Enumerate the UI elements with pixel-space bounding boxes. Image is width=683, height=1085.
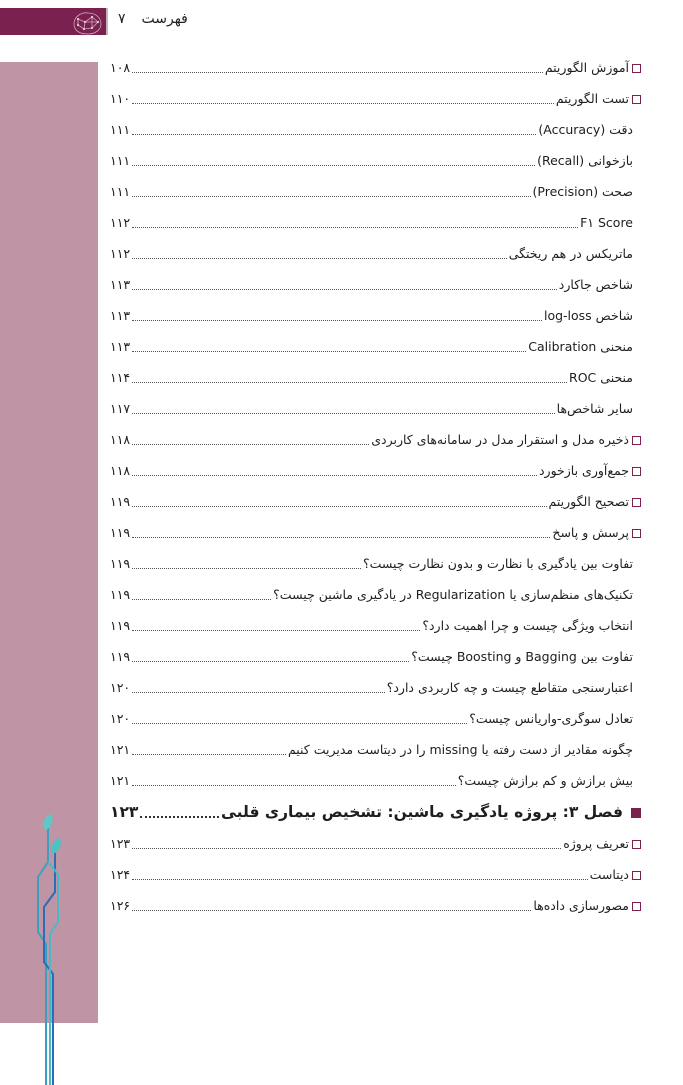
header-divider xyxy=(106,8,108,35)
toc-entry[interactable] xyxy=(110,430,641,450)
toc-entry[interactable] xyxy=(110,275,641,295)
toc-entry-title: اعتبارسنجی متقاطع چیست و چه کاربردی دارد؟ xyxy=(386,680,633,695)
toc-entry-page: ۱۲۰ xyxy=(110,680,131,695)
toc-entry[interactable] xyxy=(110,834,641,854)
bullet-square-icon xyxy=(632,902,641,911)
toc-entry[interactable] xyxy=(110,368,641,388)
toc-entry-title: منحنی Calibration xyxy=(528,339,633,354)
dot-leader xyxy=(132,320,542,321)
toc-entry-title: تعریف پروژه xyxy=(563,836,629,851)
toc-entry-page: ۱۱۱ xyxy=(110,153,131,168)
brain-network-icon xyxy=(70,10,104,36)
dot-leader xyxy=(132,351,526,352)
dot-leader xyxy=(132,506,546,507)
toc-entry-title: تعادل سوگری-واریانس چیست؟ xyxy=(469,711,633,726)
dot-leader xyxy=(132,227,578,228)
toc-entry[interactable] xyxy=(110,461,641,481)
circuit-decoration-icon xyxy=(28,812,78,1085)
toc-entry-page: ۱۱۹ xyxy=(110,587,131,602)
toc-entry[interactable] xyxy=(110,399,641,419)
header-title: فهرست xyxy=(141,11,188,27)
toc-entry[interactable] xyxy=(110,523,641,543)
toc-entry-title: انتخاب ویژگی چیست و چرا اهمیت دارد؟ xyxy=(422,618,633,633)
dot-leader xyxy=(132,692,385,693)
toc-entry[interactable] xyxy=(110,740,641,760)
dot-leader xyxy=(132,413,554,414)
dot-leader xyxy=(132,754,286,755)
toc-entry-page: ۱۱۲ xyxy=(110,215,131,230)
toc-entry-title: بیش برازش و کم برازش چیست؟ xyxy=(457,773,633,788)
bullet-square-icon xyxy=(632,436,641,445)
toc-entry-title: پرسش و پاسخ xyxy=(552,525,629,540)
dot-leader xyxy=(132,103,554,104)
side-panel xyxy=(0,62,98,1023)
running-header xyxy=(118,8,188,30)
dot-leader xyxy=(132,258,507,259)
toc-entry-title: تصحیح الگوریتم xyxy=(548,494,629,509)
toc-entry[interactable] xyxy=(110,58,641,78)
toc-entry[interactable] xyxy=(110,120,641,140)
toc-entry[interactable] xyxy=(110,771,641,791)
header-page-number: ۷ xyxy=(118,11,126,27)
toc-entry-page: ۱۱۳ xyxy=(110,339,131,354)
toc-entry-page: ۱۱۳ xyxy=(110,308,131,323)
toc-entry-page: ۱۲۳ xyxy=(110,803,139,821)
toc-entry-title: چگونه مقادیر از دست رفته یا missing را در دیتاست مدیریت کنیم xyxy=(287,742,633,757)
toc-entry-page: ۱۲۱ xyxy=(110,773,131,788)
toc-entry-page: ۱۲۶ xyxy=(110,898,131,913)
bullet-square-icon xyxy=(632,467,641,476)
dot-leader xyxy=(132,475,537,476)
toc-entry-title: بازخوانی (Recall) xyxy=(537,153,633,168)
toc-entry[interactable] xyxy=(110,306,641,326)
dot-leader xyxy=(132,661,409,662)
toc-entry[interactable] xyxy=(110,89,641,109)
toc-entry-title: ماتریکس در هم ریختگی xyxy=(508,246,633,261)
toc-entry-title: تست الگوریتم xyxy=(555,91,629,106)
toc-entry[interactable] xyxy=(110,678,641,698)
toc-entry-page: ۱۱۱ xyxy=(110,122,131,137)
toc-entry-page: ۱۱۸ xyxy=(110,432,131,447)
toc-entry-title: مصورسازی داده‌ها xyxy=(533,898,629,913)
dot-leader xyxy=(140,816,219,818)
dot-leader xyxy=(132,196,530,197)
toc-entry-title: دقت (Accuracy) xyxy=(538,122,633,137)
toc-entry[interactable] xyxy=(110,151,641,171)
dot-leader xyxy=(132,848,561,849)
bullet-square-icon xyxy=(632,64,641,73)
toc-entry-page: ۱۱۲ xyxy=(110,246,131,261)
dot-leader xyxy=(132,723,467,724)
dot-leader xyxy=(132,568,361,569)
toc-entry[interactable] xyxy=(110,554,641,574)
toc-entry-page: ۱۱۷ xyxy=(110,401,131,416)
dot-leader xyxy=(132,134,536,135)
toc-entry[interactable] xyxy=(110,616,641,636)
toc-entry[interactable] xyxy=(110,337,641,357)
toc-entry[interactable] xyxy=(110,585,641,605)
dot-leader xyxy=(132,289,557,290)
toc-entry-page: ۱۲۱ xyxy=(110,742,131,757)
toc-entry[interactable] xyxy=(110,865,641,885)
toc-entry-page: ۱۱۴ xyxy=(110,370,131,385)
dot-leader xyxy=(132,910,531,911)
dot-leader xyxy=(132,537,550,538)
toc-chapter-entry[interactable] xyxy=(110,800,641,824)
dot-leader xyxy=(132,879,587,880)
bullet-square-icon xyxy=(632,871,641,880)
toc-entry[interactable] xyxy=(110,896,641,916)
toc-entry-page: ۱۱۹ xyxy=(110,556,131,571)
dot-leader xyxy=(132,72,543,73)
toc-entry-page: ۱۱۳ xyxy=(110,277,131,292)
toc-entry-page: ۱۱۹ xyxy=(110,618,131,633)
bullet-square-icon xyxy=(632,529,641,538)
toc-entry-title: منحنی ROC xyxy=(569,370,633,385)
dot-leader xyxy=(132,444,369,445)
bullet-square-icon xyxy=(632,498,641,507)
toc-entry-title: آموزش الگوریتم xyxy=(544,60,629,75)
toc-entry-page: ۱۲۳ xyxy=(110,836,131,851)
toc-entry-page: ۱۲۴ xyxy=(110,867,131,882)
toc-entry-title: جمع‌آوری بازخورد xyxy=(538,463,629,478)
toc-entry-page: ۱۱۰ xyxy=(110,91,131,106)
dot-leader xyxy=(132,599,271,600)
header-band xyxy=(0,8,106,35)
toc-entry[interactable] xyxy=(110,213,641,233)
toc-entry-title: دیتاست xyxy=(589,867,629,882)
toc-entry-page: ۱۱۱ xyxy=(110,184,131,199)
toc-entry-title: سایر شاخص‌ها xyxy=(556,401,633,416)
toc-entry-title: شاخص جاکارد xyxy=(558,277,633,292)
toc-entry-page: ۱۱۸ xyxy=(110,463,131,478)
toc-entry-page: ۱۱۹ xyxy=(110,649,131,664)
toc-entry-title: F۱ Score xyxy=(580,215,633,230)
toc-entry[interactable] xyxy=(110,492,641,512)
dot-leader xyxy=(132,382,567,383)
toc-entry-title: تکنیک‌های منظم‌سازی یا Regularization در یادگیری ماشین چیست؟ xyxy=(273,587,633,602)
toc-entry-title: ذخیره مدل و استقرار مدل در سامانه‌های کاربردی xyxy=(371,432,629,447)
dot-leader xyxy=(132,785,456,786)
toc-entry[interactable] xyxy=(110,647,641,667)
toc-entry[interactable] xyxy=(110,182,641,202)
toc-entry-title: شاخص log-loss xyxy=(543,308,633,323)
toc-entry-page: ۱۱۹ xyxy=(110,494,131,509)
dot-leader xyxy=(132,165,535,166)
bullet-square-icon xyxy=(632,840,641,849)
toc-entry-title: صحت (Precision) xyxy=(532,184,633,199)
toc-entry-title: فصل ۳: پروژه یادگیری ماشین: تشخیص بیماری قلبی xyxy=(221,803,623,821)
dot-leader xyxy=(132,630,420,631)
toc-entry[interactable] xyxy=(110,244,641,264)
bullet-square-icon xyxy=(632,95,641,104)
toc-entry-page: ۱۲۰ xyxy=(110,711,131,726)
chapter-bullet-icon xyxy=(631,808,641,818)
toc-entry-page: ۱۰۸ xyxy=(110,60,131,75)
toc-entry[interactable] xyxy=(110,709,641,729)
toc-entry-page: ۱۱۹ xyxy=(110,525,131,540)
toc-entry-title: تفاوت بین یادگیری با نظارت و بدون نظارت چیست؟ xyxy=(362,556,633,571)
toc-entry-title: تفاوت بین Bagging و Boosting چیست؟ xyxy=(411,649,633,664)
